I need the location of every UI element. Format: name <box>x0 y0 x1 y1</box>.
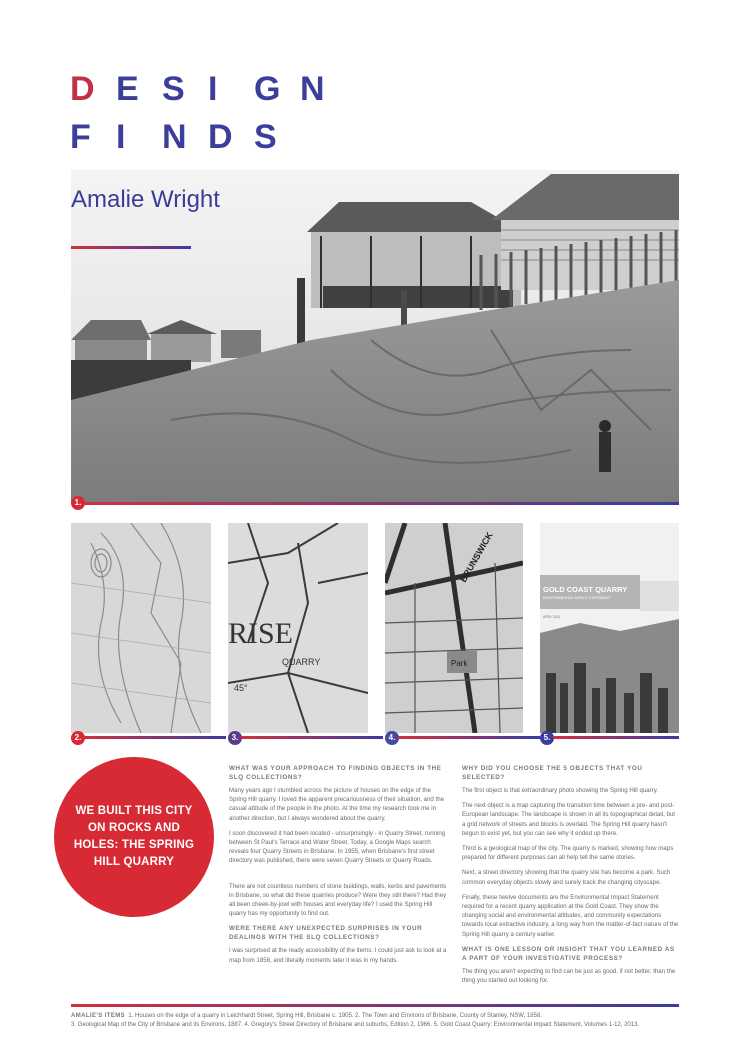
answer-paragraph: There are not countless numbers of stone buildings, walls, kerbs and pavements in Brisbane, so what did these quarries produce? Were they still there? Had they all been cheek-by-jowl with houses and everyday life? I used the Spring Hill quarry has my opportunity to find out. <box>229 882 447 918</box>
eis-title: GOLD COAST QUARRY <box>543 585 628 594</box>
svg-text:45°: 45° <box>234 683 248 693</box>
callout-text: WE BUILT THIS CITY ON ROCKS AND HOLES: THE SPRING HILL QUARRY <box>73 805 195 868</box>
answer-paragraph: Third is a geological map of the city. The quarry is marked, showing how maps prepared for different purposes can all help tell the same stories. <box>462 845 674 862</box>
title-letter: S <box>162 70 185 108</box>
footer-credits <box>71 1012 681 1030</box>
answer-paragraph: The thing you aren't expecting to find can be just as good, if not better, than the thing you started out looking for. <box>462 967 676 985</box>
thumb-eis-document <box>540 523 679 733</box>
qa-right-column <box>462 764 680 991</box>
author-name: Amalie Wright <box>71 186 220 213</box>
item-number-badge: 1. <box>71 496 85 510</box>
thumb-divider <box>241 736 383 739</box>
svg-text:BRUNSWICK: BRUNSWICK <box>458 530 495 584</box>
question-heading: WHAT IS ONE LESSON OR INSIGHT THAT YOU LEARNED AS A PART OF YOUR INVESTIGATIVE PROCESS? <box>462 945 675 962</box>
thumb-geological-map <box>228 523 368 733</box>
title-letter: N <box>300 70 325 108</box>
answer-paragraph: Finally, these twelve documents are the Environmental Impact Statement required for a recent quarry application at the Gold Coast. They show the changing social and environmental attitudes, and community expectations towards local extractive industry, a long way from the matter-of-fact nature of the Spring Hill quarry a century earlier. <box>462 893 679 938</box>
item-number-badge: 2. <box>71 731 85 745</box>
title-letter: N <box>162 118 187 156</box>
title-letter: D <box>70 70 95 108</box>
footer-line: 1. Houses on the edge of a quarry in Leichhardt Street, Spring Hill, Brisbane c. 1905. 2. The Town and Environs of Brisbane, County of Stanley, NSW, 1858. <box>128 1013 542 1019</box>
footer-line: 3. Geological Map of the City of Brisbane and its Environs, 1887. 4. Gregory's Street Directory of Brisbane and suburbs, Edition 2, 1966. 5. Gold Coast Quarry: Environmental Impact Statement, Volumes 1-12, 2013. <box>71 1022 640 1028</box>
answer-paragraph: The first object is that extraordinary photo showing the Spring Hill quarry. <box>462 787 658 794</box>
svg-text:Park: Park <box>451 659 468 668</box>
answer-paragraph: Many years ago I stumbled across the picture of houses on the edge of the Spring Hill quarry. I loved the apparent precariousness of their situation, and the casual attitude of the people in the photo. At the time my research took me in another direction, but I always wondered about the quarry. <box>229 787 444 822</box>
item-number-badge: 3. <box>228 731 242 745</box>
thumb-divider <box>84 736 226 739</box>
hero-divider <box>84 502 679 505</box>
question-heading: WHAT WAS YOUR APPROACH TO FINDING OBJECTS IN THE SLQ COLLECTIONS? <box>229 765 442 781</box>
footer-divider <box>71 1004 679 1007</box>
svg-text:QUARRY: QUARRY <box>282 657 321 667</box>
question-heading: WERE THERE ANY UNEXPECTED SURPRISES IN YOUR DEALINGS WITH THE SLQ COLLECTIONS? <box>229 925 423 942</box>
title-letter: E <box>116 70 139 108</box>
thumb-divider <box>553 736 679 739</box>
item-number-badge: 5. <box>540 731 554 745</box>
answer-paragraph: I was surprised at the ready accessibility of the items: I could just ask to look at a map from 1858, and literally moments later it was in my hands. <box>229 947 447 964</box>
thumb-street-directory <box>385 523 523 733</box>
thumb-divider <box>398 736 540 739</box>
svg-text:RISE: RISE <box>228 617 294 650</box>
title-letter: I <box>116 118 126 156</box>
author-divider <box>71 246 191 249</box>
answer-paragraph: The next object is a map capturing the transition time between a pre- and post-European landscape. The landscape is shown in all its topographical detail, but a grid network of streets and blocks is overlaid. The Spring Hill quarry hasn't begun to exist yet, but you can see why it ended up there. <box>462 802 675 837</box>
item-number-badge: 4. <box>385 731 399 745</box>
footer-label: AMALIE'S ITEMS <box>71 1013 126 1019</box>
answer-paragraph: Next, a street directory showing that the quarry site has become a park. Such common everyday objects slowly and surely track the changing cityscape. <box>462 869 671 886</box>
page-title-line-2 <box>70 118 300 157</box>
eis-subtitle: ENVIRONMENTAL IMPACT STATEMENT <box>543 596 611 600</box>
title-letter: G <box>254 70 281 108</box>
eis-date: APRIL 2013 <box>543 615 561 619</box>
title-letter: S <box>254 118 277 156</box>
hero-photo-quarry-houses <box>71 170 679 502</box>
thumb-1858-map <box>71 523 211 733</box>
answer-paragraph: I soon discovered it had been located - unsurprisingly - in Quarry Street, running between St Paul's Terrace and Water Street. Today, a Google Maps search reveals four Quarry Streets in Brisbane. In 1955, when Brisbane's first street directory was published, there were seven Quarry Streets or Quarry Roads. <box>229 829 446 865</box>
title-letter: I <box>208 70 218 108</box>
title-letter: F <box>70 118 91 156</box>
callout-circle <box>54 757 214 917</box>
page-title-line-1 <box>70 70 346 109</box>
qa-left-column <box>229 764 447 971</box>
question-heading: WHY DID YOU CHOOSE THE 5 OBJECTS THAT YOU SELECTED? <box>462 765 643 781</box>
title-letter: D <box>208 118 233 156</box>
